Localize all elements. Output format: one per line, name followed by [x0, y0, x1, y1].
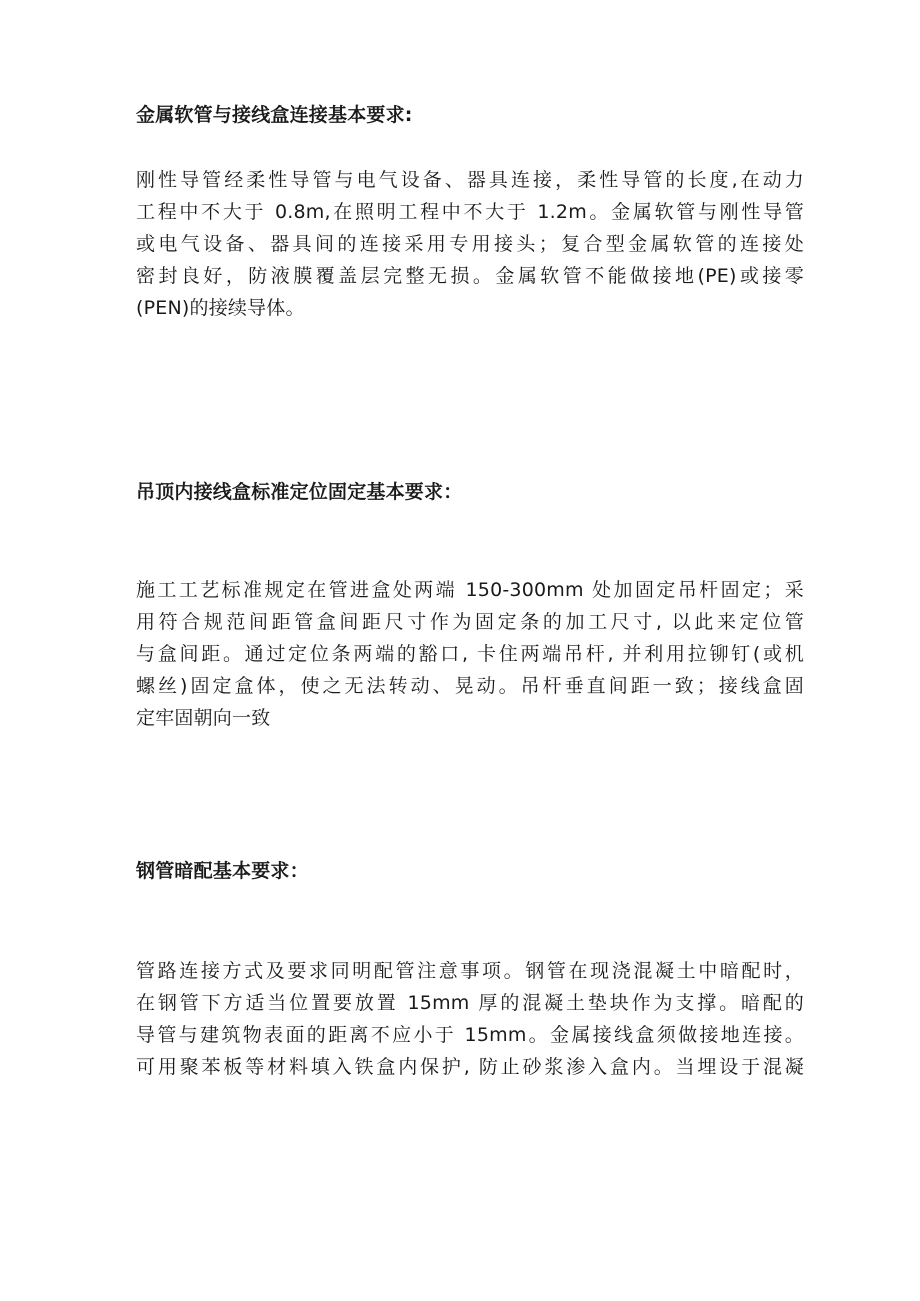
text-line: 定牢固朝向一致: [136, 707, 271, 729]
section-heading-ceiling-junction-box: 吊顶内接线盒标准定位固定基本要求：: [136, 481, 463, 503]
text-line: 用符合规范间距管盒间距尺寸作为固定条的加工尺寸, 以此来定位管: [136, 611, 804, 633]
section-heading-concealed-steel-pipe: 钢管暗配基本要求：: [136, 860, 309, 882]
section-body-flexible-conduit: [136, 164, 804, 324]
text-line: 或电气设备、器具间的连接采用专用接头；复合型金属软管的连接处: [136, 233, 804, 255]
text-line: 密封良好，防液膜覆盖层完整无损。金属软管不能做接地(PE)或接零: [136, 265, 804, 287]
section-body-concealed-steel-pipe: [136, 955, 804, 1083]
text-line: 导管与建筑物表面的距离不应小于 15mm。金属接线盒须做接地连接。: [136, 1024, 804, 1046]
text-line: (PEN)的接续导体。: [136, 297, 305, 319]
text-line: 管路连接方式及要求同明配管注意事项。钢管在现浇混凝土中暗配时，: [136, 960, 804, 982]
text-line: 施工工艺标准规定在管进盒处两端 150-300mm 处加固定吊杆固定；采: [136, 579, 804, 601]
text-line: 与盒间距。通过定位条两端的豁口, 卡住两端吊杆, 并利用拉铆钉(或机: [136, 643, 804, 665]
section-body-ceiling-junction-box: [136, 574, 804, 734]
text-line: 可用聚苯板等材料填入铁盒内保护, 防止砂浆渗入盒内。当埋设于混凝: [136, 1056, 804, 1078]
text-line: 在钢管下方适当位置要放置 15mm 厚的混凝土垫块作为支撑。暗配的: [136, 992, 804, 1014]
text-line: 工程中不大于 0.8m,在照明工程中不大于 1.2m。金属软管与刚性导管: [136, 201, 804, 223]
text-line: 螺丝)固定盒体，使之无法转动、晃动。吊杆垂直间距一致；接线盒固: [136, 675, 804, 697]
section-heading-flexible-conduit: 金属软管与接线盒连接基本要求:: [136, 104, 413, 126]
text-line: 刚性导管经柔性导管与电气设备、器具连接，柔性导管的长度,在动力: [136, 169, 804, 191]
